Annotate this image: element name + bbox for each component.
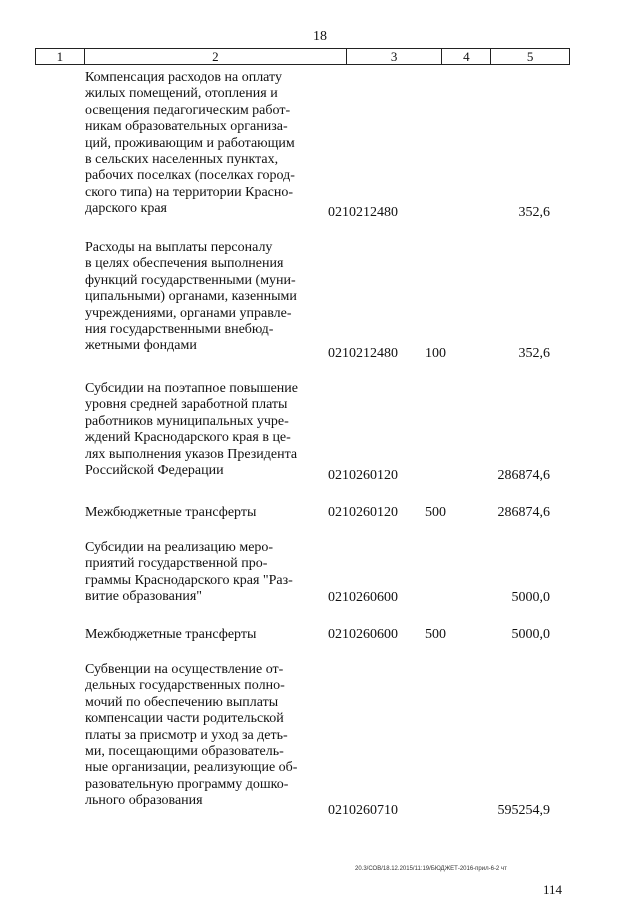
row-3-code: 0210260120 — [328, 468, 398, 483]
column-header-2: 2 — [85, 49, 347, 64]
row-5-description: Субсидии на реализацию меро- приятий государственной про- граммы Краснодарского края "Раз- витие образования" — [85, 540, 293, 605]
page-number: 18 — [313, 29, 327, 44]
row-6-expense-type: 500 — [425, 627, 446, 642]
row-4-code: 0210260120 — [328, 505, 398, 520]
row-6-description: Межбюджетные трансферты — [85, 627, 257, 642]
row-4-amount: 286874,6 — [497, 505, 550, 520]
row-7-code: 0210260710 — [328, 803, 398, 818]
row-4-expense-type: 500 — [425, 505, 446, 520]
row-3-amount: 286874,6 — [497, 468, 550, 483]
footer-reference: 20.3/СОВ/18.12.2015/11:19/БЮДЖЕТ-2016-прил-6-2 чт — [355, 866, 507, 872]
row-7-description: Субвенции на осуществление от- дельных государственных полно- мочий по обеспечению выплаты компенсации части родительской платы за присмотр и уход за деть- ми, посещающими образователь- ные организации, реализующие об- разовательную программу дошко- льного образования — [85, 662, 298, 809]
row-1-amount: 352,6 — [518, 205, 550, 220]
column-header-4: 4 — [442, 49, 491, 64]
row-1-description: Компенсация расходов на оплату жилых помещений, отопления и освещения педагогическим работ- никам образовательных организа- ций, проживающим и работающим в сельских населенных пунктах, рабочих поселках (поселках город- ского типа) на территории Красно- дарского края — [85, 70, 295, 217]
table-header — [35, 48, 570, 65]
column-header-1: 1 — [36, 49, 85, 64]
row-3-description: Субсидии на поэтапное повышение уровня средней заработной платы работников муниципальных учре- ждений Краснодарского края в це- лях выполнения указов Президента Российской Федерации — [85, 381, 299, 479]
row-2-amount: 352,6 — [518, 346, 550, 361]
row-7-amount: 595254,9 — [497, 803, 550, 818]
column-header-5: 5 — [526, 49, 534, 64]
row-2-expense-type: 100 — [425, 346, 446, 361]
row-1-code: 0210212480 — [328, 205, 398, 220]
row-5-amount: 5000,0 — [511, 590, 550, 605]
row-2-description: Расходы на выплаты персоналу в целях обеспечения выполнения функций государственными (муни- ципальными) органами, казенными учреждениями, органами управле- ния государственными внебюд- жетными фондами — [85, 240, 297, 354]
row-6-code: 0210260600 — [328, 627, 398, 642]
sheet-number: 114 — [542, 882, 562, 897]
row-6-amount: 5000,0 — [511, 627, 550, 642]
row-4-description: Межбюджетные трансферты — [85, 505, 257, 520]
column-header-3: 3 — [347, 49, 443, 64]
row-2-code: 0210212480 — [328, 346, 398, 361]
row-5-code: 0210260600 — [328, 590, 398, 605]
